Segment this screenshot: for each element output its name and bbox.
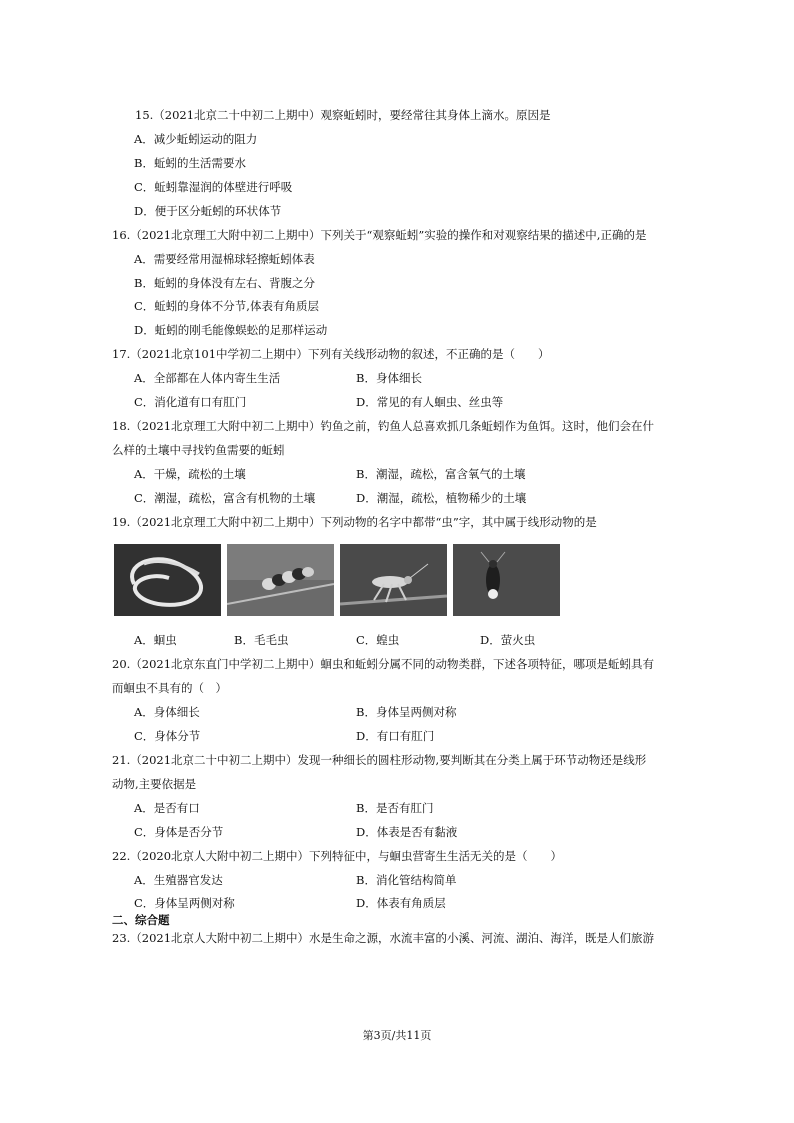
q19-stem: 19.（2021北京理工大附中初二上期中）下列动物的名字中都带“虫”字，其中属于线形动物的是 (112, 515, 597, 529)
caterpillar-photo (227, 544, 334, 616)
q18-option-c: C．潮湿，疏松，富含有机物的土壤 (134, 491, 316, 505)
locust-photo (340, 544, 447, 616)
q17-option-d: D．常见的有人蛔虫、丝虫等 (356, 395, 504, 409)
q18-option-b: B．潮湿，疏松，富含氧气的土壤 (356, 467, 526, 481)
q16-option-a: A．需要经常用湿棉球轻擦蚯蚓体表 (134, 252, 315, 266)
q15-option-d: D．便于区分蚯蚓的环状体节 (134, 204, 282, 218)
q21-stem-line1: 21.（2021北京二十中初二上期中）发现一种细长的圆柱形动物,要判断其在分类上属于环节动物还是线形 (112, 753, 647, 767)
q15-stem: 15.（2021北京二十中初二上期中）观察蚯蚓时，要经常往其身体上滴水。原因是 (135, 108, 551, 122)
q17-option-b: B．身体细长 (356, 371, 422, 385)
q16-option-c: C．蚯蚓的身体不分节,体表有角质层 (134, 299, 319, 313)
section-title: 二、综合题 (112, 913, 170, 927)
q17-stem: 17.（2021北京101中学初二上期中）下列有关线形动物的叙述，不正确的是（ ） (112, 347, 550, 361)
q22-option-a: A．生殖器官发达 (134, 873, 223, 887)
q20-option-c: C．身体分节 (134, 729, 201, 743)
q21-option-a: A．是否有口 (134, 801, 200, 815)
q18-option-a: A．干燥，疏松的土壤 (134, 467, 246, 481)
page-footer: 第3页/共11页 (362, 1029, 432, 1042)
q18-option-d: D．潮湿，疏松，植物稀少的土壤 (356, 491, 527, 505)
q16-stem: 16.（2021北京理工大附中初二上期中）下列关于“观察蚯蚓”实验的操作和对观察结果的描述中,正确的是 (112, 228, 647, 242)
q18-stem-line2: 么样的土壤中寻找钓鱼需要的蚯蚓 (112, 443, 285, 457)
q20-stem-line1: 20.（2021北京东直门中学初二上期中）蛔虫和蚯蚓分属不同的动物类群，下述各项特征，哪项是蚯蚓具有 (112, 657, 655, 671)
q15-option-a: A．减少蚯蚓运动的阻力 (134, 132, 258, 146)
q21-option-d: D．体表是否有黏液 (356, 825, 458, 839)
q22-option-d: D．体表有角质层 (356, 896, 446, 910)
q21-stem-line2: 动物,主要依据是 (112, 777, 197, 791)
q23-stem: 23.（2021北京人大附中初二上期中）水是生命之源，水流丰富的小溪、河流、湖泊、海洋，既是人们旅游 (112, 931, 655, 945)
q15-option-b: B．蚯蚓的生活需要水 (134, 156, 246, 170)
firefly-photo (453, 544, 560, 616)
q17-option-c: C．消化道有口有肛门 (134, 395, 247, 409)
q15-option-c: C．蚯蚓靠湿润的体壁进行呼吸 (134, 180, 293, 194)
q20-option-b: B．身体呈两侧对称 (356, 705, 457, 719)
q20-option-d: D．有口有肛门 (356, 729, 435, 743)
q19-option-b: B．毛毛虫 (234, 633, 289, 647)
q19-option-c: C．蝗虫 (356, 633, 400, 647)
q16-option-d: D．蚯蚓的刚毛能像蜈蚣的足那样运动 (134, 323, 328, 337)
q16-option-b: B．蚯蚓的身体没有左右、背腹之分 (134, 276, 315, 290)
q20-option-a: A．身体细长 (134, 705, 200, 719)
q22-option-b: B．消化管结构简单 (356, 873, 457, 887)
q21-option-b: B．是否有肛门 (356, 801, 434, 815)
q19-option-a: A．蛔虫 (134, 633, 177, 647)
roundworm-photo (114, 544, 221, 616)
q22-option-c: C．身体呈两侧对称 (134, 896, 235, 910)
q17-option-a: A．全部都在人体内寄生生活 (134, 371, 281, 385)
q19-option-d: D．萤火虫 (480, 633, 536, 647)
q22-stem: 22.（2020北京人大附中初二上期中）下列特征中，与蛔虫营寄生生活无关的是（ ） (112, 849, 563, 863)
q21-option-c: C．身体是否分节 (134, 825, 224, 839)
q20-stem-line2: 而蛔虫不具有的（ ） (112, 681, 227, 695)
q18-stem-line1: 18.（2021北京理工大附中初二上期中）钓鱼之前，钓鱼人总喜欢抓几条蚯蚓作为鱼饵。这时，他们会在什 (112, 419, 655, 433)
